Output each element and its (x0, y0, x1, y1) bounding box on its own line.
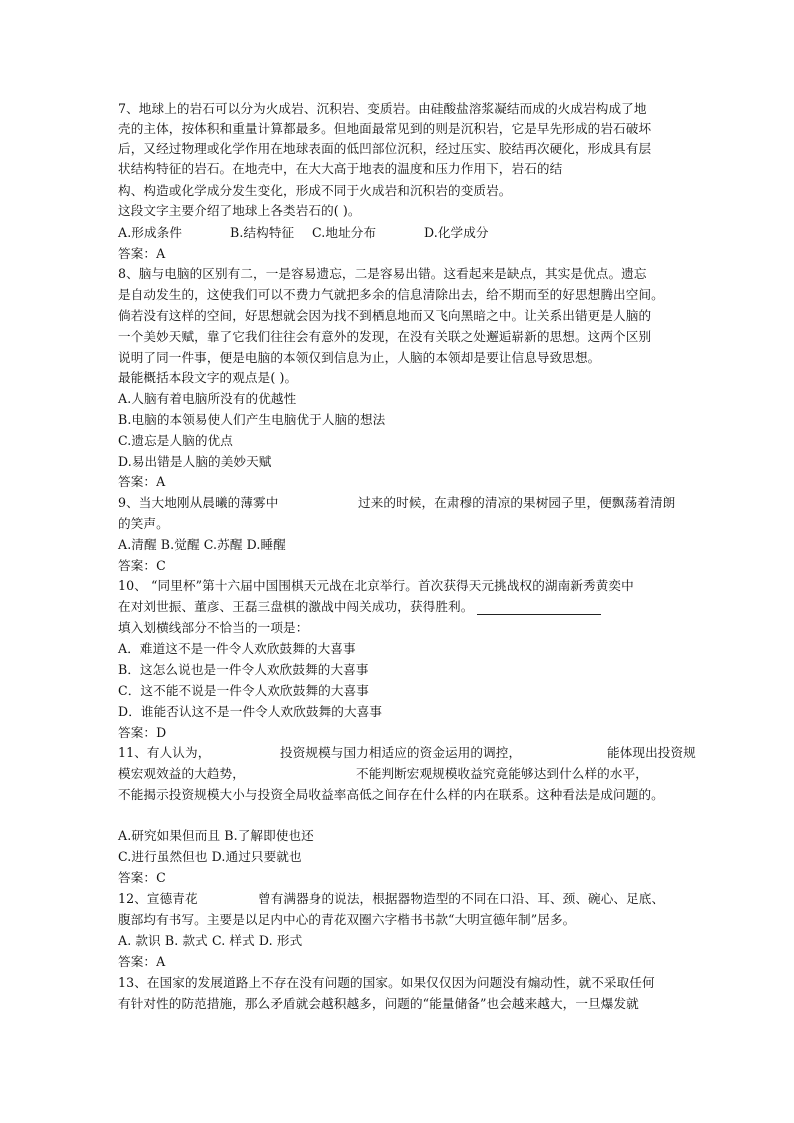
q11-answer: 答案：C (118, 870, 166, 885)
q12-options: A. 款识 B. 款式 C. 样式 D. 形式 (118, 933, 303, 948)
q8-option-a: A.人脑有着电脑所没有的优越性 (118, 391, 297, 406)
q7-stem-line-2: 壳的主体，按体积和重量计算都最多。但地面最常见到的则是沉积岩，它是早先形成的岩石破坏 (118, 121, 652, 136)
q8-stem-line-5: 说明了同一件事，便是电脑的本领仅到信息为止，人脑的本领却是要让信息导致思想。 (118, 350, 601, 365)
q9-stem-line-1 (118, 495, 675, 511)
q7-stem-line-1: 7、地球上的岩石可以分为火成岩、沉积岩、变质岩。由硅酸盐溶浆凝结而成的火成岩构成了地 (118, 101, 647, 116)
q7-stem-line-5: 构、构造或化学成分发生变化，形成不同于火成岩和沉积岩的变质岩。 (118, 183, 512, 198)
q11-stem-line-3: 不能揭示投资规模大小与投资全局收益率高低之间存在什么样的内在联系。这种看法是成问题的。 (118, 787, 664, 802)
q7-option-c: C.地址分布 (312, 225, 377, 240)
q10-question: 填入划横线部分不恰当的一项是： (118, 620, 309, 635)
q7-stem-line-4: 状结构特征的岩石。在地壳中，在大大高于地表的温度和压力作用下，岩石的结 (118, 161, 563, 176)
q9-answer: 答案：C (118, 558, 166, 573)
q12-stem-line-1 (118, 891, 664, 907)
q10-option-a: A．难道这不是一件令人欢欣鼓舞的大喜事 (118, 641, 356, 656)
q10-option-d: D．谁能否认这不是一件令人欢欣鼓舞的大喜事 (118, 704, 383, 719)
q13-stem-line-2: 有针对性的防范措施，那么矛盾就会越积越多，问题的“能量储备”也会越来越大，一旦爆发就 (118, 996, 639, 1011)
q7-stem-line-3: 后，又经过物理或化学作用在地球表面的低凹部位沉积，经过压实、胶结再次硬化，形成具有层 (118, 141, 652, 156)
q7-options (118, 225, 489, 241)
q10-stem-line-1: 10、 “同里杯”第十六届中国围棋天元战在北京举行。首次获得天元挑战权的湖南新秀黄奕中 (118, 578, 634, 593)
q7-option-a: A.形成条件 (118, 225, 183, 240)
q9-options: A.清醒 B.觉醒 C.苏醒 D.睡醒 (118, 537, 286, 552)
q11-stem-part-d: 模宏观效益的大趋势， (118, 766, 245, 781)
q9-stem-line-2: 的笑声。 (118, 516, 169, 531)
q12-answer: 答案：A (118, 954, 166, 969)
q12-stem-line-2: 腹部均有书写。主要是以足内中心的青花双圈六字楷书书款“大明宣德年制”居多。 (118, 912, 576, 927)
q8-stem-line-3: 倘若没有这样的空间，好思想就会因为找不到栖息地而又飞向黑暗之中。让关系出错更是人脑的 (118, 308, 652, 323)
q8-stem-line-1: 8、脑与电脑的区别有二，一是容易遗忘，二是容易出错。这看起来是缺点，其实是优点。遗忘 (118, 266, 647, 281)
q8-stem-line-4: 一个美妙天赋，靠了它我们往往会有意外的发现，在没有关联之处邂逅崭新的思想。这两个区别 (118, 329, 652, 344)
q10-option-b: B．这怎么说也是一件令人欢欣鼓舞的大喜事 (118, 662, 369, 677)
q11-stem-part-a: 11、有人认为， (118, 745, 211, 760)
q13-stem-line-1: 13、在国家的发展道路上不存在没有问题的国家。如果仅仅因为问题没有煽动性，就不采取任何 (118, 975, 655, 990)
q11-stem-part-b: 投资规模与国力相适应的资金运用的调控， (280, 745, 522, 760)
q11-stem-part-c: 能体现出投资规 (607, 745, 696, 760)
q7-question: 这段文字主要介绍了地球上各类岩石的( )。 (118, 203, 361, 218)
q12-stem-part-a: 12、宣德青花 (118, 891, 198, 906)
q8-answer: 答案：A (118, 474, 166, 489)
q8-option-d: D.易出错是人脑的美妙天赋 (118, 454, 272, 469)
q9-stem-part-b: 过来的时候，在肃穆的清凉的果树园子里，便飘荡着清朗 (358, 495, 676, 510)
q12-stem-part-b: 曾有满器身的说法，根据器物造型的不同在口沿、耳、颈、碗心、足底、 (258, 891, 665, 906)
q7-option-b: B.结构特征 (230, 225, 295, 240)
q11-options-line-2: C.进行虽然但也 D.通过只要就也 (118, 849, 302, 864)
q8-question: 最能概括本段文字的观点是( )。 (118, 370, 298, 385)
q11-options-line-1: A.研究如果但而且 B.了解即使也还 (118, 828, 314, 843)
q11-stem-part-e: 不能判断宏观规模收益究竟能够达到什么样的水平， (356, 766, 648, 781)
q10-answer: 答案：D (118, 725, 167, 740)
q7-answer: 答案：A (118, 246, 166, 261)
q10-option-c: C．这不能不说是一件令人欢欣鼓舞的大喜事 (118, 683, 369, 698)
q9-stem-part-a: 9、当大地刚从晨曦的薄雾中 (118, 495, 279, 510)
q10-blank-underline (477, 602, 601, 615)
q10-stem-line-2 (118, 599, 601, 615)
q11-stem-line-1 (118, 745, 696, 761)
q7-option-d: D.化学成分 (424, 225, 489, 240)
q8-option-b: B.电脑的本领易使人们产生电脑优于人脑的想法 (118, 412, 386, 427)
q11-stem-line-2 (118, 766, 648, 782)
q10-stem-part-b: 在对刘世振、董彦、王磊三盘棋的激战中闯关成功，获得胜利。 (118, 599, 474, 614)
q8-stem-line-2: 是自动发生的，这使我们可以不费力气就把多余的信息清除出去，给不期而至的好思想腾出空间。 (118, 287, 664, 302)
q8-option-c: C.遗忘是人脑的优点 (118, 433, 233, 448)
